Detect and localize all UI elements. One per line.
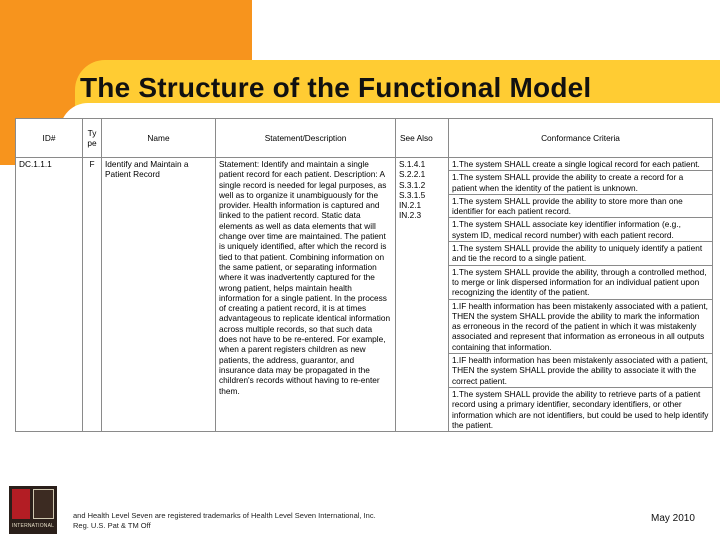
header-type: Ty pe xyxy=(83,119,102,158)
functional-model-table xyxy=(15,118,713,432)
slide-title: The Structure of the Functional Model xyxy=(80,72,592,103)
criterion-5: 1.The system SHALL provide the ability to uniquely identify a patient and tie the record to a single patient. xyxy=(449,242,713,266)
criterion-9: 1.The system SHALL provide the ability to retrieve parts of a patient record using a primary identifier, secondary identifiers, or other information which are not identifiers, but could be used to help identify the patient. xyxy=(449,387,713,431)
see-also-item: S.1.4.1 xyxy=(399,159,426,169)
criterion-6: 1.The system SHALL provide the ability, through a controlled method, to merge or link dispersed information for an individual patient upon recognizing the identity of the patient. xyxy=(449,265,713,299)
footer-date: May 2010 xyxy=(651,513,695,524)
see-also-item: IN.2.1 xyxy=(399,200,422,211)
table-header-row xyxy=(16,119,713,158)
header-conformance: Conformance Criteria xyxy=(449,119,713,158)
cell-id: DC.1.1.1 xyxy=(16,158,83,432)
header-see-also: See Also xyxy=(396,119,449,158)
criterion-7: 1.IF health information has been mistakenly associated with a patient, THEN the system SHALL provide the ability to mark the information as erroneous in the record of the patient in which it was mistakenly associated and represent that information as erroneous in all outputs containing that information. xyxy=(449,299,713,353)
see-also-item: S.2.2.1 xyxy=(399,169,426,180)
hl7-logo xyxy=(9,486,57,534)
header-id: ID# xyxy=(16,119,83,158)
criterion-2: 1.The system SHALL provide the ability to create a record for a patient when the identity of the patient is unknown. xyxy=(449,171,713,195)
cell-see-also xyxy=(396,158,449,432)
criterion-1: 1.The system SHALL create a single logical record for each patient. xyxy=(449,158,713,171)
see-also-item: S.3.1.5 xyxy=(399,189,426,200)
criterion-3: 1.The system SHALL provide the ability to store more than one identifier for each patient record. xyxy=(449,194,713,218)
logo-text: INTERNATIONAL xyxy=(11,523,55,529)
logo-red-block xyxy=(12,489,30,519)
header-name: Name xyxy=(102,119,216,158)
see-also-item: S.3.1.2 xyxy=(399,179,426,190)
table-row xyxy=(16,158,713,171)
criterion-4: 1.The system SHALL associate key identifier information (e.g., system ID, medical record number) with each patient record. xyxy=(449,218,713,242)
criterion-8: 1.IF health information has been mistakenly associated with a patient, THEN the system SHALL provide the ability to associate it with the correct patient. xyxy=(449,354,713,388)
header-statement: Statement/Description xyxy=(216,119,396,158)
cell-statement: Statement: Identify and maintain a single patient record for each patient. Description: A single record is needed for legal purposes, as well as to organize it unambiguously for the provider. Health information is captured and linked to the patient record. Static data elements as well as data elements that will change over time are maintained. The patient is uniquely identified, after which the record is tied to that patient. Combining information on the same patient, or separating information where it was inadvertently captured for the wrong patient, helps maintain health information for a single patient. In the process of creating a patient record, it is at times advantageous to replicate identical information across multiple records, so that such data does not have to be re-entered. For example, when a parent registers children as new patients, the address, guarantor, and insurance data may be propagated in the children's records without having to re-enter them. xyxy=(216,158,396,432)
see-also-item: IN.2.3 xyxy=(399,210,422,221)
cell-type: F xyxy=(83,158,102,432)
logo-dark-block xyxy=(33,489,54,519)
cell-name: Identify and Maintain a Patient Record xyxy=(102,158,216,432)
trademark-footer: and Health Level Seven are registered trademarks of Health Level Seven International, Inc. Reg. U.S. Pat & TM Off xyxy=(73,511,376,530)
